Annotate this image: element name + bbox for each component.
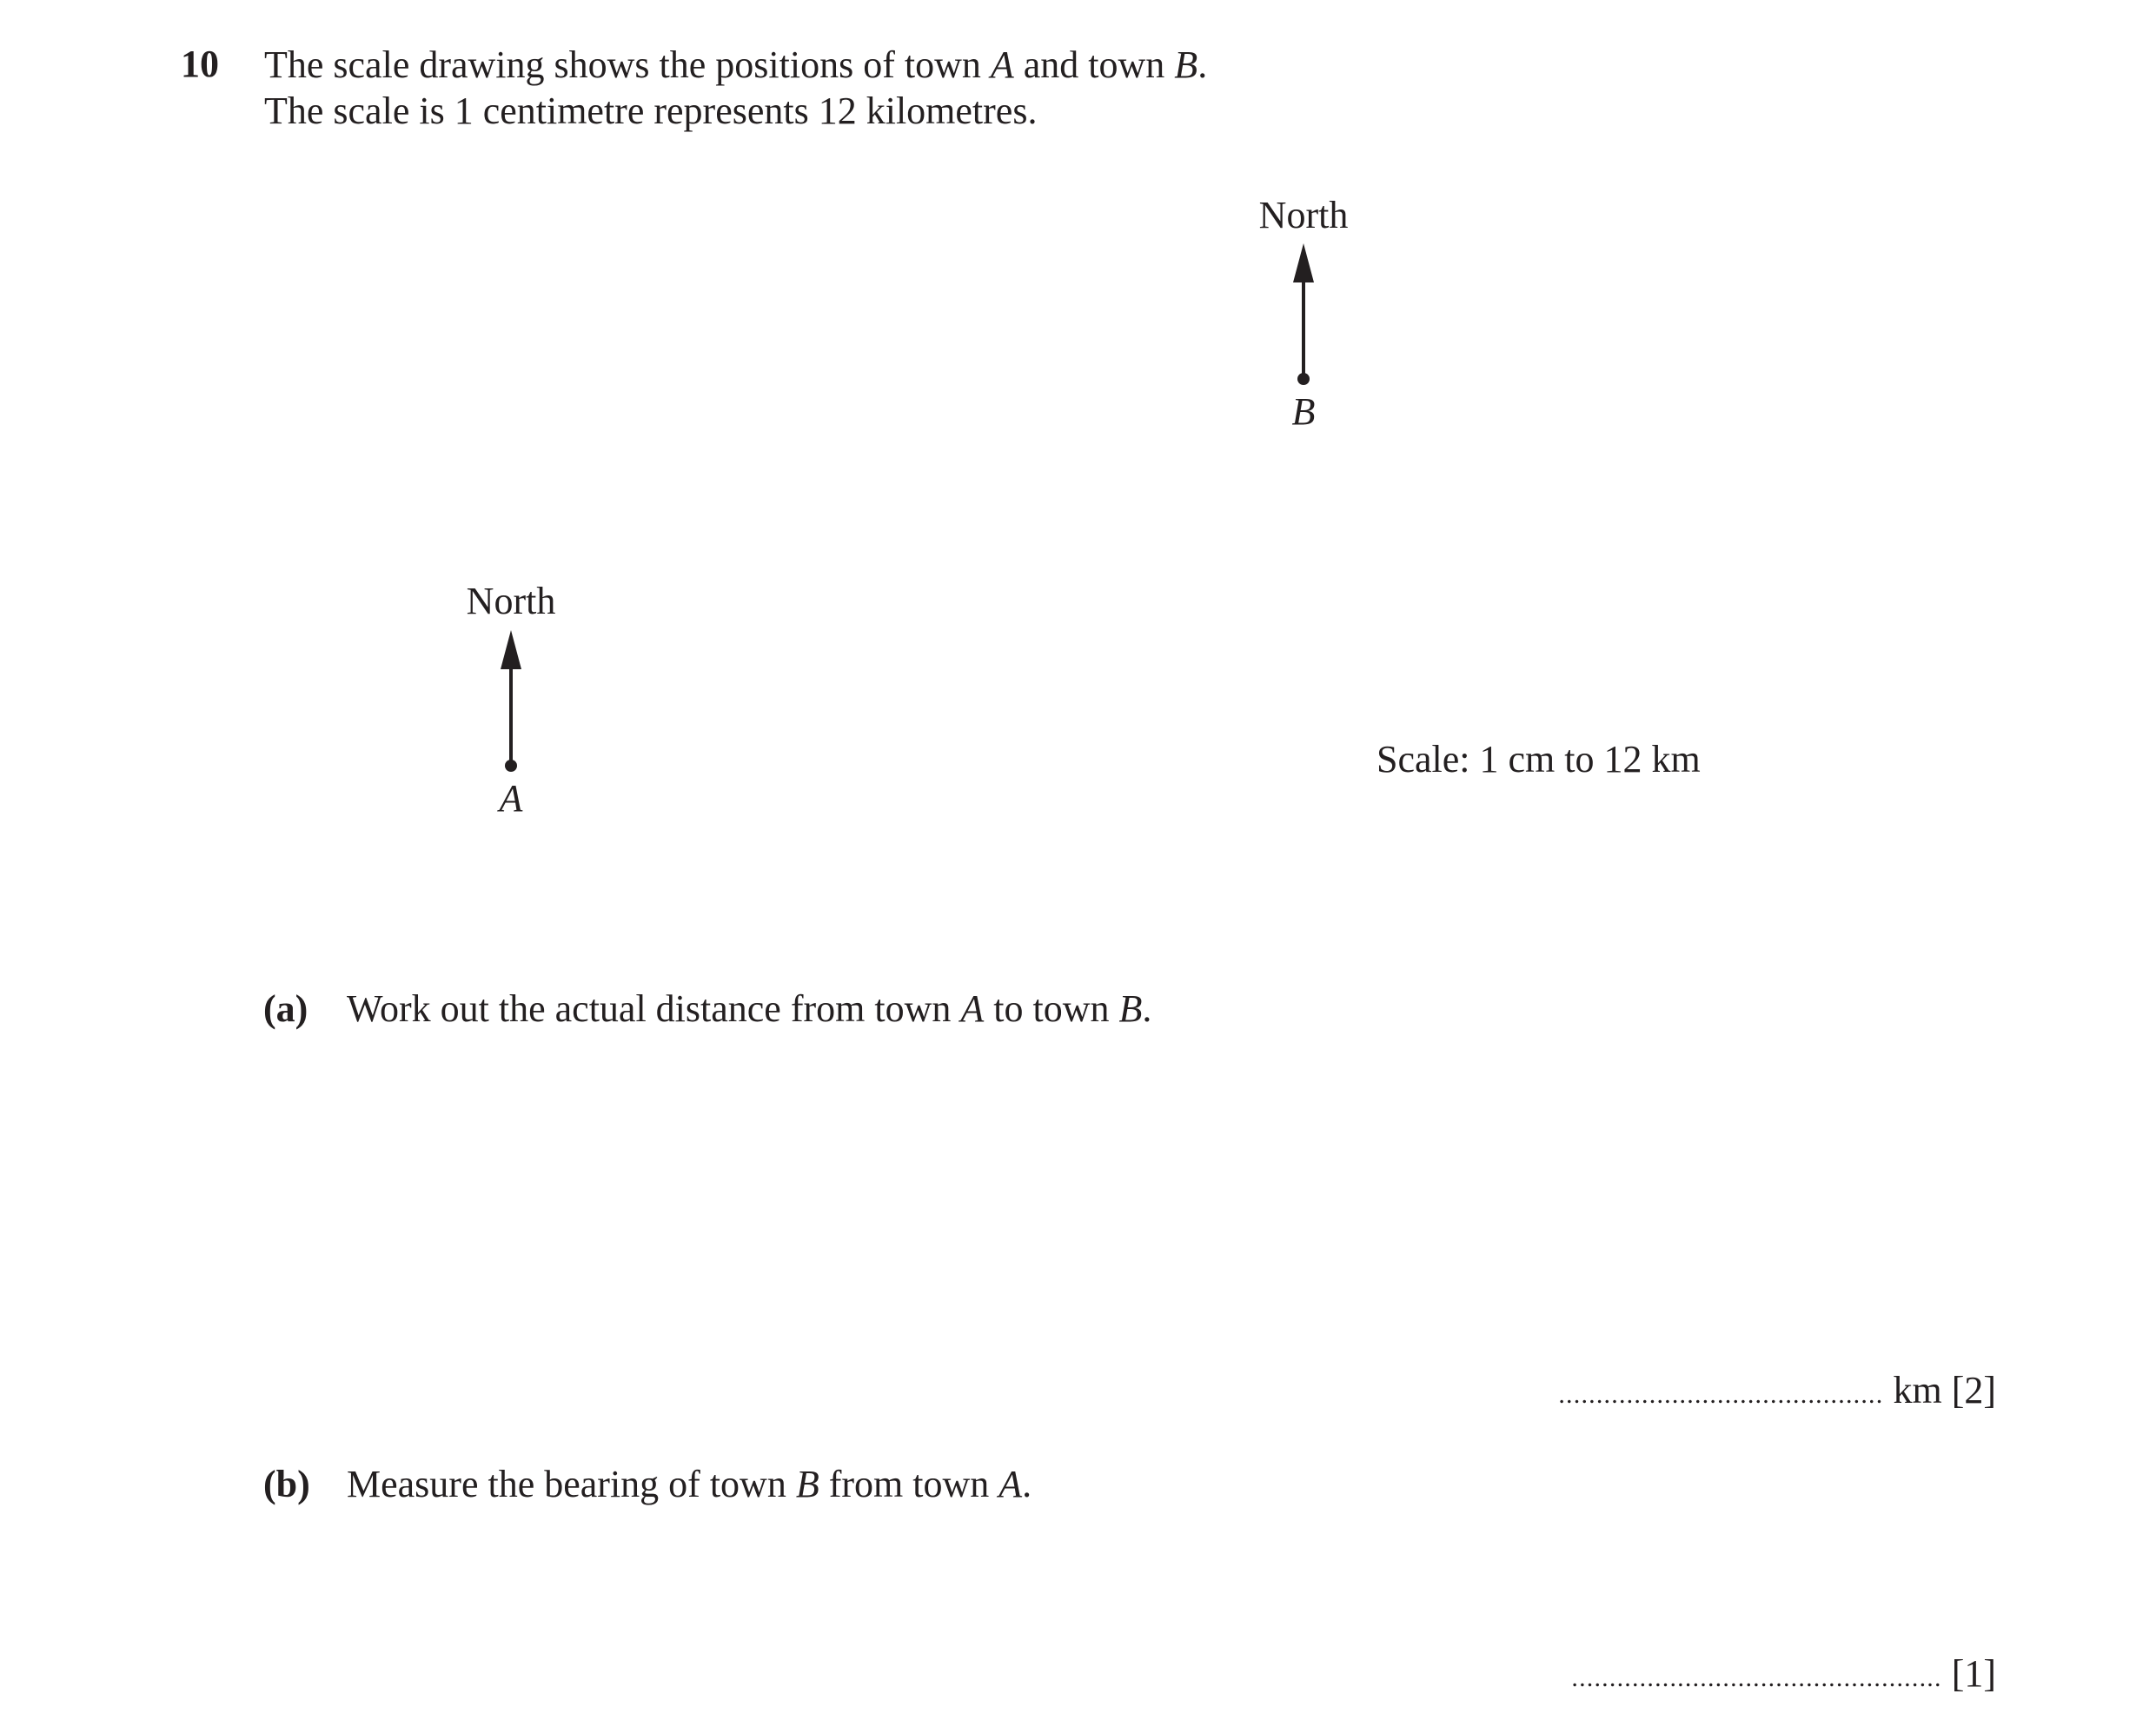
scale-label: Scale: 1 cm to 12 km	[1377, 738, 1701, 780]
north-arrow-b-head	[1293, 243, 1314, 282]
town-b-ref: B	[1174, 43, 1198, 86]
town-a-label: A	[499, 777, 523, 820]
part-b-marks: [1]	[1951, 1652, 1996, 1695]
north-arrow-a-head	[501, 630, 521, 669]
intro-line-1: The scale drawing shows the positions of town A and town B.	[264, 43, 1208, 86]
town-a-point	[505, 760, 517, 772]
part-a-answer-field[interactable]: ...........................................	[1558, 1380, 1884, 1409]
town-b-point	[1297, 373, 1310, 385]
part-a-letter: (a)	[263, 987, 308, 1030]
question-intro	[264, 42, 1207, 134]
question-number: 10	[181, 43, 219, 85]
part-b-answer-line	[1571, 1651, 1996, 1701]
part-a-unit: km	[1893, 1369, 1942, 1411]
part-a-question: (a) Work out the actual distance from town A to town B.	[263, 987, 1152, 1030]
intro-line-2: The scale is 1 centimetre represents 12 kilometres.	[264, 90, 1038, 132]
part-b-answer-field[interactable]: .................................................	[1571, 1664, 1942, 1692]
part-a-marks: [2]	[1951, 1369, 1996, 1411]
part-a-answer-line	[1558, 1368, 1996, 1418]
town-b-label: B	[1291, 390, 1316, 433]
north-label-b: North	[1258, 194, 1349, 236]
part-b-question: (b) Measure the bearing of town B from town A.	[263, 1463, 1032, 1505]
north-label-a: North	[466, 580, 556, 622]
town-a-ref: A	[990, 43, 1014, 86]
part-b-letter: (b)	[263, 1463, 310, 1505]
